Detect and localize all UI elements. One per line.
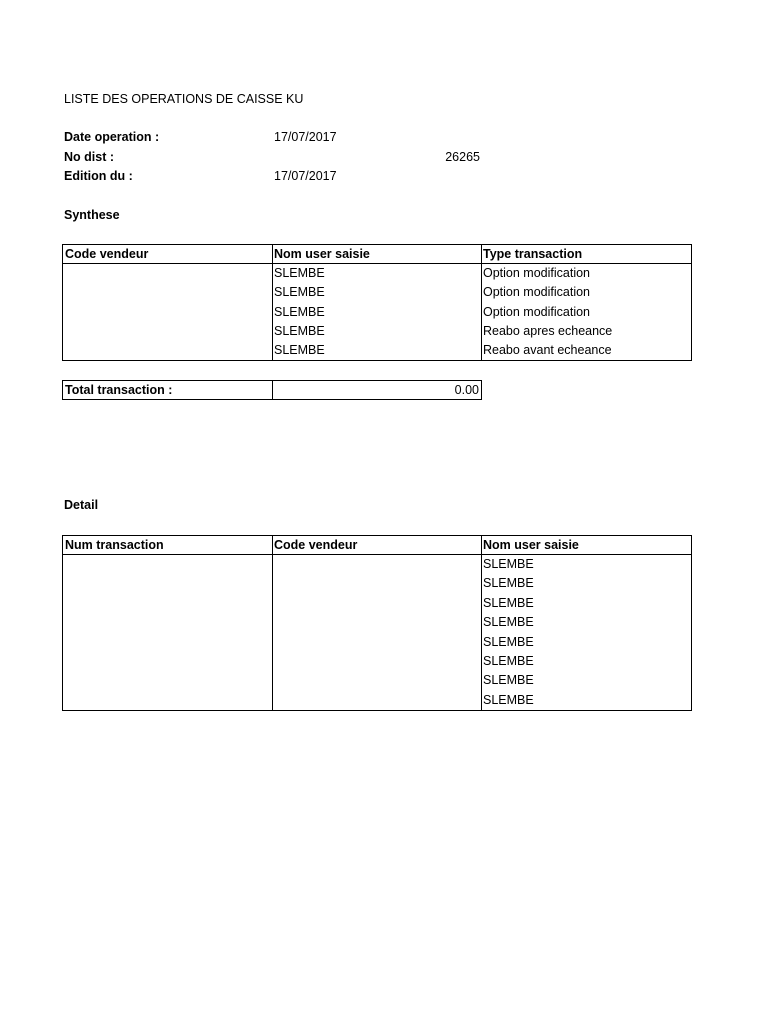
header-nom-user-saisie: Nom user saisie bbox=[274, 247, 370, 261]
total-transaction-value: 0.00 bbox=[454, 383, 479, 397]
table-cell-type: Option modification bbox=[483, 305, 591, 319]
table-cell-type: Reabo apres echeance bbox=[483, 324, 613, 338]
table-cell-nom-user: SLEMBE bbox=[483, 576, 534, 590]
table-cell-nom-user: SLEMBE bbox=[483, 615, 534, 629]
table-cell-nom-user: SLEMBE bbox=[483, 596, 534, 610]
column-divider bbox=[481, 536, 482, 710]
header-type-transaction: Type transaction bbox=[483, 247, 583, 261]
table-cell-type: Option modification bbox=[483, 266, 591, 280]
column-divider bbox=[272, 536, 273, 710]
synthese-heading: Synthese bbox=[64, 208, 120, 222]
detail-heading: Detail bbox=[64, 498, 99, 512]
header-code-vendeur: Code vendeur bbox=[65, 247, 149, 261]
table-cell-nom-user: SLEMBE bbox=[274, 305, 325, 319]
header-divider bbox=[63, 263, 691, 264]
table-cell-nom-user: SLEMBE bbox=[483, 673, 534, 687]
edition-du-label: Edition du : bbox=[64, 169, 133, 183]
total-transaction-label: Total transaction : bbox=[65, 383, 173, 397]
edition-du-value: 17/07/2017 bbox=[274, 169, 337, 183]
total-transaction-box bbox=[62, 380, 482, 400]
date-operation-value: 17/07/2017 bbox=[274, 130, 337, 144]
table-cell-nom-user: SLEMBE bbox=[274, 266, 325, 280]
table-cell-nom-user: SLEMBE bbox=[483, 654, 534, 668]
date-operation-label: Date operation : bbox=[64, 130, 160, 144]
table-cell-nom-user: SLEMBE bbox=[483, 635, 534, 649]
header-divider bbox=[63, 554, 691, 555]
table-cell-nom-user: SLEMBE bbox=[274, 343, 325, 357]
table-cell-nom-user: SLEMBE bbox=[483, 693, 534, 707]
no-dist-label: No dist : bbox=[64, 150, 114, 164]
header-code-vendeur: Code vendeur bbox=[274, 538, 358, 552]
no-dist-value: 26265 bbox=[445, 150, 480, 164]
table-cell-type: Reabo avant echeance bbox=[483, 343, 612, 357]
table-cell-nom-user: SLEMBE bbox=[483, 557, 534, 571]
synthese-table bbox=[62, 244, 692, 361]
header-nom-user-saisie: Nom user saisie bbox=[483, 538, 579, 552]
table-cell-nom-user: SLEMBE bbox=[274, 285, 325, 299]
header-num-transaction: Num transaction bbox=[65, 538, 164, 552]
table-cell-nom-user: SLEMBE bbox=[274, 324, 325, 338]
table-cell-type: Option modification bbox=[483, 285, 591, 299]
report-title: LISTE DES OPERATIONS DE CAISSE KU bbox=[64, 92, 304, 106]
detail-table bbox=[62, 535, 692, 711]
